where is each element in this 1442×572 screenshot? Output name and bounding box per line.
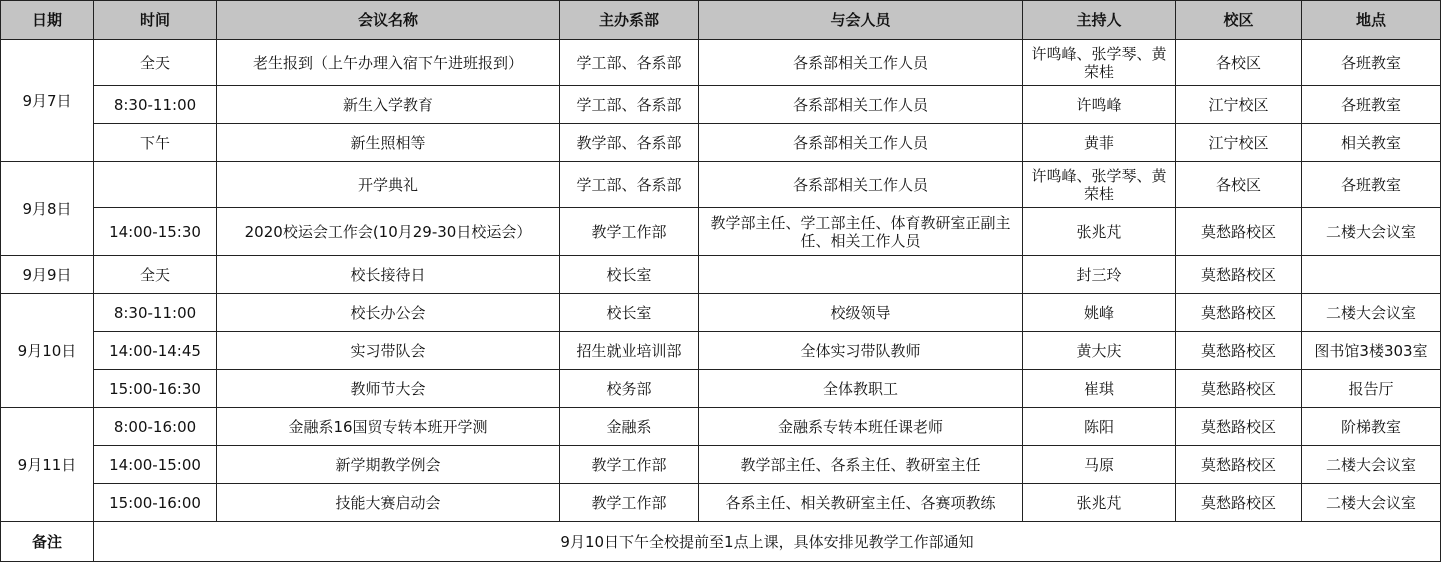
chair-cell: 黄菲	[1023, 124, 1176, 162]
dept-cell: 校长室	[560, 256, 699, 294]
chair-cell: 张兆芃	[1023, 208, 1176, 256]
attendees-cell: 各系部相关工作人员	[699, 40, 1023, 86]
dept-cell: 教学工作部	[560, 446, 699, 484]
campus-cell: 各校区	[1176, 162, 1302, 208]
meeting-name-cell: 新学期教学例会	[217, 446, 560, 484]
time-cell: 8:00-16:00	[94, 408, 217, 446]
attendees-cell: 金融系专转本班任课老师	[699, 408, 1023, 446]
meeting-name-cell: 2020校运会工作会(10月29-30日校运会）	[217, 208, 560, 256]
chair-cell: 张兆芃	[1023, 484, 1176, 522]
time-cell: 14:00-14:45	[94, 332, 217, 370]
dept-cell: 学工部、各系部	[560, 86, 699, 124]
chair-cell: 许鸣峰	[1023, 86, 1176, 124]
time-cell: 下午	[94, 124, 217, 162]
meeting-name-cell: 技能大赛启动会	[217, 484, 560, 522]
meeting-name-cell: 新生照相等	[217, 124, 560, 162]
time-cell: 8:30-11:00	[94, 294, 217, 332]
chair-cell: 黄大庆	[1023, 332, 1176, 370]
dept-cell: 教学工作部	[560, 208, 699, 256]
col-header-host-dept: 主办系部	[560, 1, 699, 40]
campus-cell: 莫愁路校区	[1176, 256, 1302, 294]
dept-cell: 学工部、各系部	[560, 40, 699, 86]
location-cell: 二楼大会议室	[1302, 208, 1441, 256]
location-cell: 二楼大会议室	[1302, 446, 1441, 484]
header-row	[1, 1, 1441, 40]
meeting-name-cell: 教师节大会	[217, 370, 560, 408]
meeting-name-cell: 新生入学教育	[217, 86, 560, 124]
attendees-cell: 教学部主任、学工部主任、体育教研室正副主任、相关工作人员	[699, 208, 1023, 256]
table-row	[1, 446, 1441, 484]
col-header-location: 地点	[1302, 1, 1441, 40]
location-cell: 相关教室	[1302, 124, 1441, 162]
attendees-cell: 各系主任、相关教研室主任、各赛项教练	[699, 484, 1023, 522]
attendees-cell: 全体教职工	[699, 370, 1023, 408]
col-header-attendees: 与会人员	[699, 1, 1023, 40]
attendees-cell: 全体实习带队教师	[699, 332, 1023, 370]
attendees-cell: 校级领导	[699, 294, 1023, 332]
meeting-name-cell: 校长办公会	[217, 294, 560, 332]
campus-cell: 莫愁路校区	[1176, 208, 1302, 256]
chair-cell: 姚峰	[1023, 294, 1176, 332]
date-cell: 9月7日	[1, 40, 94, 162]
location-cell: 各班教室	[1302, 86, 1441, 124]
col-header-date: 日期	[1, 1, 94, 40]
meeting-name-cell: 金融系16国贸专转本班开学测	[217, 408, 560, 446]
table-row	[1, 484, 1441, 522]
col-header-chair: 主持人	[1023, 1, 1176, 40]
date-cell: 9月8日	[1, 162, 94, 256]
campus-cell: 各校区	[1176, 40, 1302, 86]
table-row	[1, 86, 1441, 124]
dept-cell: 学工部、各系部	[560, 162, 699, 208]
meeting-name-cell: 老生报到（上午办理入宿下午进班报到）	[217, 40, 560, 86]
chair-cell: 马原	[1023, 446, 1176, 484]
dept-cell: 教学部、各系部	[560, 124, 699, 162]
location-cell: 各班教室	[1302, 40, 1441, 86]
meeting-name-cell: 开学典礼	[217, 162, 560, 208]
time-cell: 15:00-16:00	[94, 484, 217, 522]
attendees-cell: 教学部主任、各系主任、教研室主任	[699, 446, 1023, 484]
table-row	[1, 124, 1441, 162]
location-cell	[1302, 256, 1441, 294]
dept-cell: 招生就业培训部	[560, 332, 699, 370]
location-cell: 各班教室	[1302, 162, 1441, 208]
campus-cell: 江宁校区	[1176, 124, 1302, 162]
note-text: 9月10日下午全校提前至1点上课，具体安排见教学工作部通知	[94, 522, 1441, 562]
table-row	[1, 408, 1441, 446]
dept-cell: 教学工作部	[560, 484, 699, 522]
campus-cell: 莫愁路校区	[1176, 332, 1302, 370]
date-cell: 9月11日	[1, 408, 94, 522]
campus-cell: 莫愁路校区	[1176, 294, 1302, 332]
location-cell: 图书馆3楼303室	[1302, 332, 1441, 370]
campus-cell: 莫愁路校区	[1176, 484, 1302, 522]
col-header-time: 时间	[94, 1, 217, 40]
date-cell: 9月9日	[1, 256, 94, 294]
campus-cell: 莫愁路校区	[1176, 408, 1302, 446]
chair-cell: 崔琪	[1023, 370, 1176, 408]
table-row	[1, 370, 1441, 408]
time-cell: 8:30-11:00	[94, 86, 217, 124]
table-row	[1, 208, 1441, 256]
time-cell	[94, 162, 217, 208]
location-cell: 二楼大会议室	[1302, 484, 1441, 522]
location-cell: 阶梯教室	[1302, 408, 1441, 446]
date-cell: 9月10日	[1, 294, 94, 408]
location-cell: 报告厅	[1302, 370, 1441, 408]
time-cell: 15:00-16:30	[94, 370, 217, 408]
campus-cell: 莫愁路校区	[1176, 446, 1302, 484]
time-cell: 14:00-15:00	[94, 446, 217, 484]
attendees-cell: 各系部相关工作人员	[699, 162, 1023, 208]
note-row	[1, 522, 1441, 562]
time-cell: 全天	[94, 40, 217, 86]
table-row	[1, 162, 1441, 208]
attendees-cell: 各系部相关工作人员	[699, 124, 1023, 162]
chair-cell: 许鸣峰、张学琴、黄荣桂	[1023, 162, 1176, 208]
table-row	[1, 294, 1441, 332]
time-cell: 全天	[94, 256, 217, 294]
chair-cell: 封三玲	[1023, 256, 1176, 294]
chair-cell: 许鸣峰、张学琴、黄荣桂	[1023, 40, 1176, 86]
meeting-name-cell: 校长接待日	[217, 256, 560, 294]
dept-cell: 金融系	[560, 408, 699, 446]
col-header-campus: 校区	[1176, 1, 1302, 40]
time-cell: 14:00-15:30	[94, 208, 217, 256]
dept-cell: 校务部	[560, 370, 699, 408]
col-header-meeting-name: 会议名称	[217, 1, 560, 40]
dept-cell: 校长室	[560, 294, 699, 332]
table-row	[1, 332, 1441, 370]
attendees-cell	[699, 256, 1023, 294]
meeting-name-cell: 实习带队会	[217, 332, 560, 370]
location-cell: 二楼大会议室	[1302, 294, 1441, 332]
note-label: 备注	[1, 522, 94, 562]
campus-cell: 江宁校区	[1176, 86, 1302, 124]
chair-cell: 陈阳	[1023, 408, 1176, 446]
attendees-cell: 各系部相关工作人员	[699, 86, 1023, 124]
table-row	[1, 256, 1441, 294]
table-row	[1, 40, 1441, 86]
campus-cell: 莫愁路校区	[1176, 370, 1302, 408]
